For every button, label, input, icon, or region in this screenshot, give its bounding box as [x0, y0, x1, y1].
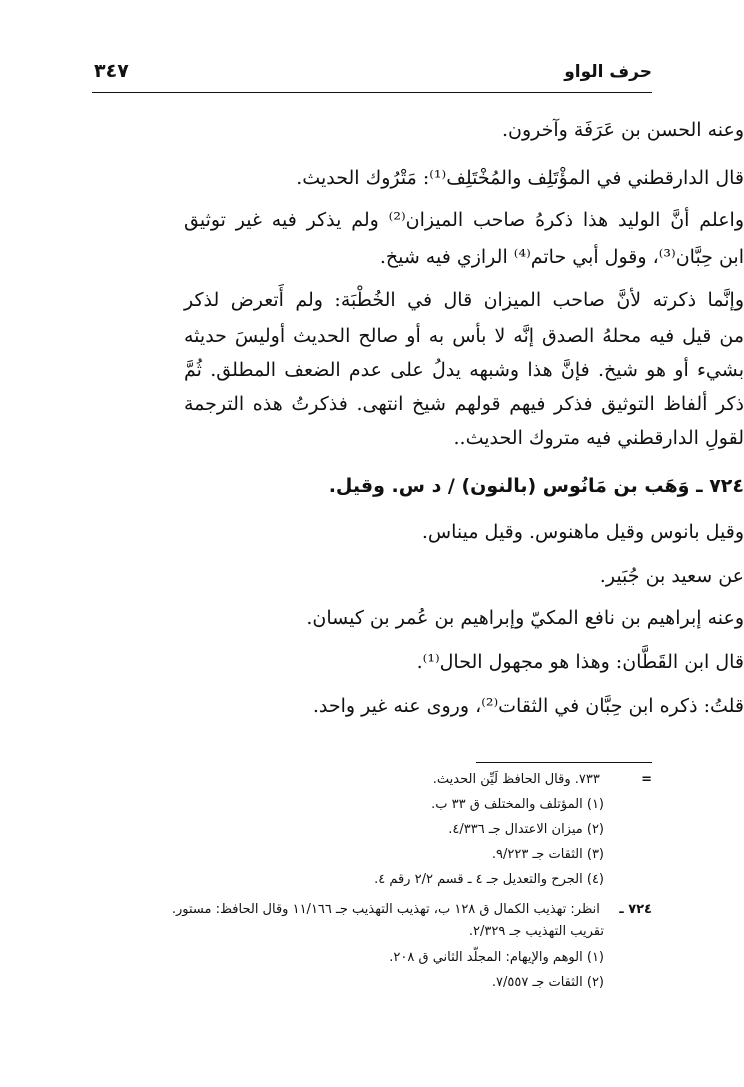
footnote-text: (١) الوهم والإيهام: المجلّد الثاني ق ٢٠٨. — [389, 950, 604, 965]
text-line: وعنه إبراهيم بن نافع المكيّ وإبراهيم بن عُمر بن كيسان. — [306, 607, 744, 629]
page-number: ٣٤٧ — [94, 60, 129, 82]
footnote-text: (٢) ميزان الاعتدال جـ ٤/٣٣٦. — [448, 822, 604, 837]
text-line: قال الدارقطني في المؤْتَلِف والمُخْتَلِف⁽¹⁾: مَتْرُوك الحديث. — [296, 167, 744, 189]
text-line: ذكر ألفاظ التوثيق فذكر فيهم قولهم شيخ انتهى. فذكرتُ هذه الترجمة — [184, 393, 744, 415]
text-line: قلتُ: ذكره ابن حِبَّان في الثقات⁽²⁾، وروى عنه غير واحد. — [312, 695, 744, 717]
footnote — [92, 795, 604, 815]
footnote-text: (١) المؤتلف والمختلف ق ٣٣ ب. — [431, 797, 604, 812]
text-line: قال ابن القَطَّان: وهذا هو مجهول الحال⁽¹⁾. — [416, 651, 744, 673]
footnote — [92, 900, 652, 920]
text-line: عن سعيد بن جُبَير. — [599, 565, 744, 587]
footnote — [92, 973, 604, 993]
footnote-divider — [476, 762, 652, 763]
footnote-text: (٣) الثقات جـ ٩/٢٢٣. — [491, 847, 604, 862]
footnote-mark: = — [641, 772, 652, 787]
text-line: وقيل بانوس وقيل ماهنوس. وقيل ميناس. — [421, 521, 744, 543]
footnote-text: تقريب التهذيب جـ ٢/٣٢٩. — [468, 924, 604, 939]
footnote — [92, 820, 604, 840]
text-line: وإنَّما ذكرته لأنَّ صاحب الميزان قال في الخُطْبَة: ولم أَتعرض لذكر — [184, 289, 744, 311]
page-header — [92, 58, 652, 93]
footnote-mark: ٧٢٤ ـ — [619, 902, 652, 917]
text-line: بشيء أو هو شيخ. فإنَّ هذا وشبهه يدلُ على عدم الضعف المطلق. ثُمَّ — [184, 359, 744, 381]
footnote — [92, 870, 604, 890]
footnote-text: (٢) الثقات جـ ٧/٥٥٧. — [491, 975, 604, 990]
footnote-text: انظر: تهذيب الكمال ق ١٢٨ ب، تهذيب التهذيب جـ ١١/١٦٦ وقال الحافظ: مستور. — [171, 902, 600, 917]
footnote — [92, 948, 604, 968]
chapter-title: حرف الواو — [564, 62, 652, 82]
text-line: واعلم أنَّ الوليد هذا ذكرهُ صاحب الميزان⁽²⁾ ولم يذكر فيه غير توثيق — [184, 209, 744, 231]
footnote — [92, 922, 604, 942]
footnote-text: (٤) الجرح والتعديل جـ ٤ ـ قسم ٢/٢ رقم ٤. — [374, 872, 604, 887]
text-line: وعنه الحسن بن عَرَفَة وآخرون. — [501, 119, 744, 141]
text-line: ابن حِبَّان⁽³⁾، وقول أبي حاتم⁽⁴⁾ الرازي فيه شيخ. — [379, 246, 744, 268]
footnote — [92, 845, 604, 865]
text-line: لقولِ الدارقطني فيه متروك الحديث.. — [453, 427, 744, 449]
footnote-text: ٧٣٣. وقال الحافظ لَيِّن الحديث. — [432, 772, 600, 787]
entry-heading: ٧٢٤ ـ وَهَب بن مَانُوس (بالنون) / د س. وقيل. — [328, 475, 744, 497]
footnote — [92, 770, 652, 790]
text-line: من قيل فيه محلهُ الصدق إنَّه لا بأس به أو صالح الحديث أوليسَ حديثه — [184, 325, 744, 347]
